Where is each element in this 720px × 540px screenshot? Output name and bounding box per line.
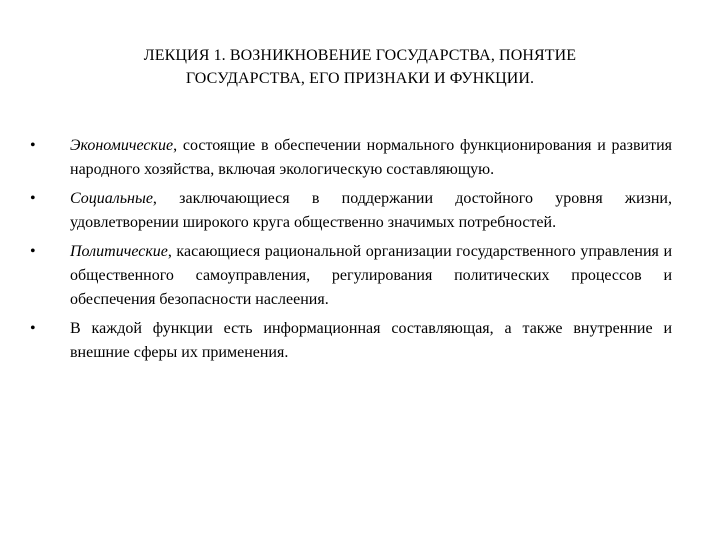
bullet-dot-icon: • <box>30 320 36 337</box>
bullet-item-information <box>30 317 672 365</box>
slide-title <box>60 44 660 90</box>
bullet-item-political <box>30 240 672 312</box>
bullet-list <box>30 134 672 370</box>
bullet-item-social <box>30 187 672 235</box>
bullet-text: , касающиеся рациональной организации государственного управления и общественного самоуправления, регулирования политических процессов и обеспечения безопасности наслеения. <box>70 243 672 308</box>
slide-title-line-2: ГОСУДАРСТВА, ЕГО ПРИЗНАКИ И ФУНКЦИИ. <box>185 70 535 87</box>
bullet-item-economic <box>30 134 672 182</box>
bullet-term: Политические <box>70 243 168 260</box>
bullet-dot-icon: • <box>30 190 36 207</box>
bullet-text: , состоящие в обеспечении нормального функционирования и развития народного хозяйства, включая экологическую составляющую. <box>70 137 672 178</box>
bullet-dot-icon: • <box>30 243 36 260</box>
bullet-text: В каждой функции есть информационная составляющая, а также внутренние и внешние сферы их применения. <box>70 320 672 361</box>
slide-title-line-1: ЛЕКЦИЯ 1. ВОЗНИКНОВЕНИЕ ГОСУДАРСТВА, ПОНЯТИЕ <box>143 47 577 64</box>
bullet-term: Экономические <box>70 137 174 154</box>
bullet-dot-icon: • <box>30 137 36 154</box>
bullet-term: Социальные <box>70 190 153 207</box>
bullet-text: , заключающиеся в поддержании достойного уровня жизни, удовлетворении широкого круга общественно значимых потребностей. <box>70 190 672 231</box>
